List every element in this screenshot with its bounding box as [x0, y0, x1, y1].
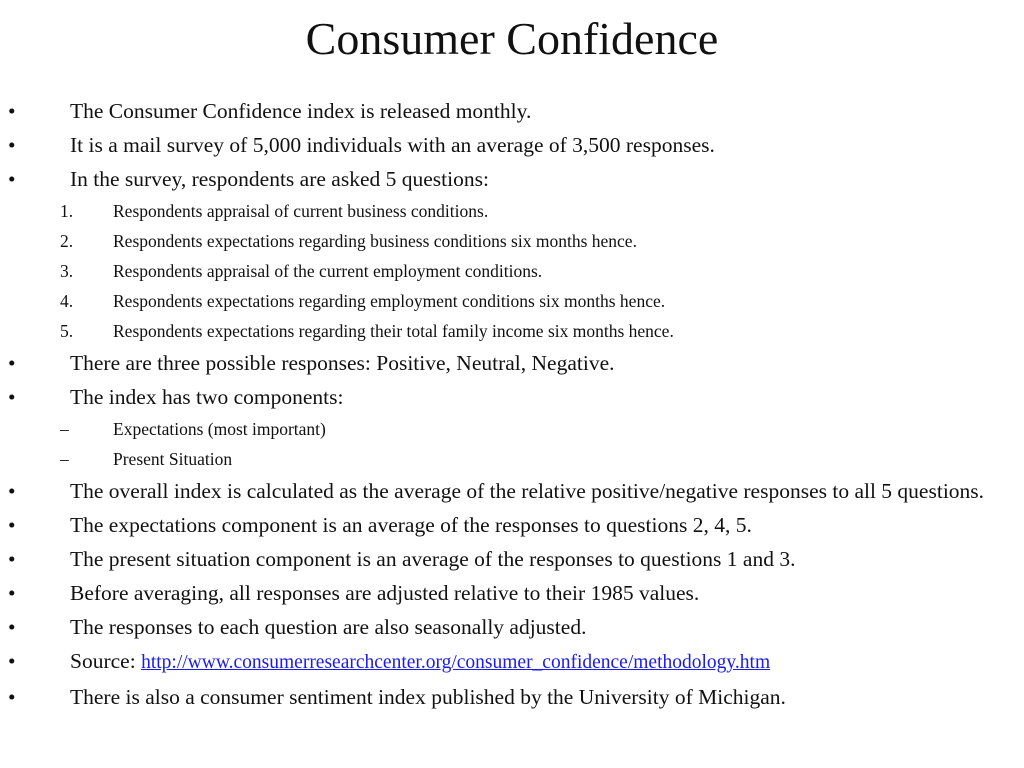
question-text: Respondents expectations regarding employment conditions six months hence.	[113, 291, 666, 311]
bullet-text: The Consumer Confidence index is released monthly.	[70, 99, 532, 123]
bullet-item	[0, 510, 1024, 544]
component-item	[0, 416, 1024, 446]
bullet-marker: •	[8, 385, 16, 409]
question-number: 5.	[60, 321, 74, 341]
bullet-text: The expectations component is an average of the responses to questions 2, 4, 5.	[70, 513, 752, 537]
bullet-marker: •	[8, 167, 16, 191]
component-text: Expectations (most important)	[113, 419, 326, 439]
slide-title: Consumer Confidence	[305, 13, 719, 64]
bullet-marker: •	[8, 649, 16, 673]
bullet-marker: •	[8, 547, 16, 571]
bullet-text: The index has two components:	[70, 385, 344, 409]
bullet-text: Before averaging, all responses are adjusted relative to their 1985 values.	[70, 581, 700, 605]
source-item	[0, 646, 1024, 682]
question-item	[0, 288, 1024, 318]
question-item	[0, 198, 1024, 228]
bullet-marker: •	[8, 581, 16, 605]
source-link[interactable]: http://www.consumerresearchcenter.org/consumer_confidence/methodology.htm	[141, 652, 771, 673]
question-text: Respondents appraisal of the current employment conditions.	[113, 261, 543, 281]
bullet-text: There are three possible responses: Positive, Neutral, Negative.	[70, 351, 615, 375]
bullet-marker: •	[8, 513, 16, 537]
bullet-marker: •	[8, 479, 16, 503]
bullet-item	[0, 96, 1024, 130]
bullet-item	[0, 544, 1024, 578]
bullet-text: The responses to each question are also seasonally adjusted.	[70, 615, 587, 639]
bullet-item	[0, 382, 1024, 416]
question-item	[0, 228, 1024, 258]
bullet-item	[0, 578, 1024, 612]
source-label: Source:	[70, 649, 142, 673]
question-number: 1.	[60, 201, 74, 221]
bullet-item	[0, 476, 1024, 510]
question-item	[0, 258, 1024, 288]
dash-marker: –	[60, 449, 69, 469]
question-number: 4.	[60, 291, 74, 311]
bullet-item	[0, 130, 1024, 164]
bullet-marker: •	[8, 351, 16, 375]
question-text: Respondents appraisal of current business conditions.	[113, 201, 489, 221]
bullet-text: In the survey, respondents are asked 5 questions:	[70, 167, 489, 191]
question-text: Respondents expectations regarding business conditions six months hence.	[113, 231, 637, 251]
component-text: Present Situation	[113, 449, 233, 469]
bullet-text: There is also a consumer sentiment index published by the University of Michigan.	[70, 685, 786, 709]
bullet-item	[0, 164, 1024, 198]
bullet-list	[0, 96, 1024, 716]
component-item	[0, 446, 1024, 476]
question-number: 3.	[60, 261, 74, 281]
bullet-text: The present situation component is an average of the responses to questions 1 and 3.	[70, 547, 796, 571]
question-item	[0, 318, 1024, 348]
bullet-marker: •	[8, 685, 16, 709]
dash-marker: –	[60, 419, 69, 439]
bullet-marker: •	[8, 615, 16, 639]
bullet-text: The overall index is calculated as the average of the relative positive/negative responses to all 5 questions.	[70, 479, 985, 503]
bullet-marker: •	[8, 133, 16, 157]
bullet-marker: •	[8, 99, 16, 123]
bullet-item	[0, 682, 1024, 716]
bullet-text: It is a mail survey of 5,000 individuals with an average of 3,500 responses.	[70, 133, 715, 157]
question-text: Respondents expectations regarding their total family income six months hence.	[113, 321, 674, 341]
question-number: 2.	[60, 231, 74, 251]
bullet-item	[0, 612, 1024, 646]
bullet-item	[0, 348, 1024, 382]
source-text	[70, 649, 1020, 675]
